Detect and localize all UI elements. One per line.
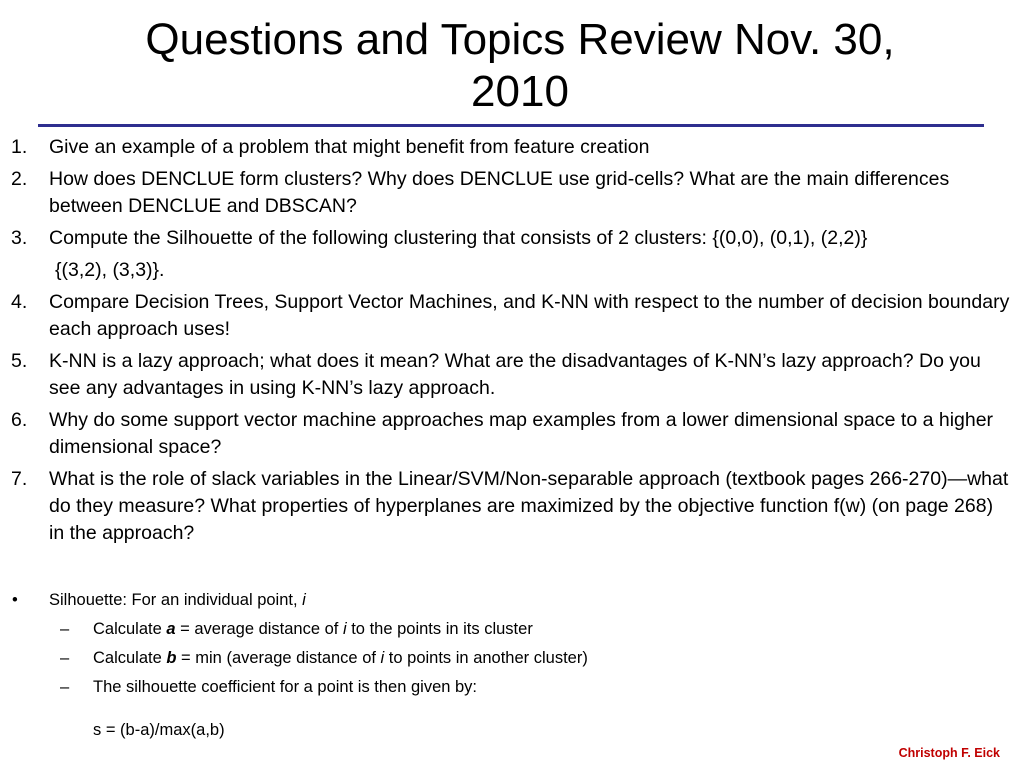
- question-number: 5.: [11, 350, 28, 372]
- question-number: 3.: [11, 227, 28, 249]
- var-i: i: [342, 620, 347, 638]
- dash-icon: –: [60, 649, 70, 667]
- question-text: Why do some support vector machine approaches map examples from a lower dimensional space to a higher dimensional space?: [49, 409, 994, 458]
- question-text: What is the role of slack variables in the Linear/SVM/Non-separable approach (textbook pages 266-270)—what do they measure? What properties of hyperplanes are maximized by the objective function f(w) (on page 268) in the approach?: [49, 468, 1009, 544]
- title-line-1: Questions and Topics Review Nov. 30,: [145, 15, 895, 64]
- question-continuation: {(3,2), (3,3)}.: [55, 259, 165, 281]
- question-item: [0, 289, 1010, 343]
- question-item: [0, 407, 1010, 461]
- calc-b-suffix: to points in another cluster): [384, 649, 588, 667]
- question-text: K-NN is a lazy approach; what does it mean? What are the disadvantages of K-NN’s lazy approach? Do you see any advantages in using K-NN’s lazy approach.: [49, 350, 981, 399]
- question-item: [0, 134, 1010, 161]
- calc-a-line: [0, 615, 900, 644]
- calc-b-prefix: Calculate: [93, 649, 167, 667]
- slide-title: [40, 14, 1000, 118]
- question-text: Compute the Silhouette of the following clustering that consists of 2 clusters: {(0,0), (0,1), (2,2)}: [49, 227, 868, 249]
- dash-icon: –: [60, 678, 70, 696]
- question-text: How does DENCLUE form clusters? Why does DENCLUE use grid-cells? What are the main differences between DENCLUE and DBSCAN?: [49, 168, 950, 217]
- silhouette-formula: s = (b-a)/max(a,b): [93, 721, 225, 739]
- title-underline: [38, 124, 984, 127]
- question-item: [0, 225, 1010, 284]
- question-number: 6.: [11, 409, 28, 431]
- question-number: 7.: [11, 468, 28, 490]
- title-line-2: 2010: [471, 67, 569, 116]
- calc-a-middle: = average distance of: [175, 620, 343, 638]
- question-list: [0, 134, 1010, 552]
- var-b: b: [166, 649, 177, 667]
- silhouette-notes: [0, 586, 900, 745]
- question-number: 2.: [11, 168, 28, 190]
- question-text: Compare Decision Trees, Support Vector Machines, and K-NN with respect to the number of decision boundary each approach uses!: [49, 291, 1010, 340]
- calc-b-middle: = min (average distance of: [176, 649, 381, 667]
- bullet-icon: •: [12, 591, 18, 609]
- question-item: [0, 466, 1010, 547]
- question-number: 4.: [11, 291, 28, 313]
- question-number: 1.: [11, 136, 28, 158]
- silhouette-bullet: [0, 586, 900, 615]
- question-item: [0, 166, 1010, 220]
- var-i: i: [380, 649, 385, 667]
- silhouette-var-i: i: [302, 591, 306, 609]
- calc-a-prefix: Calculate: [93, 620, 167, 638]
- question-item: [0, 348, 1010, 402]
- dash-icon: –: [60, 620, 70, 638]
- coefficient-line: [0, 673, 900, 702]
- author-footer: Christoph F. Eick: [898, 746, 1000, 760]
- calc-b-line: [0, 644, 900, 673]
- question-text: Give an example of a problem that might benefit from feature creation: [49, 136, 650, 158]
- silhouette-intro: Silhouette: For an individual point,: [49, 591, 303, 609]
- calc-a-suffix: to the points in its cluster: [346, 620, 533, 638]
- var-a: a: [166, 620, 176, 638]
- coefficient-text: The silhouette coefficient for a point is then given by:: [93, 678, 478, 696]
